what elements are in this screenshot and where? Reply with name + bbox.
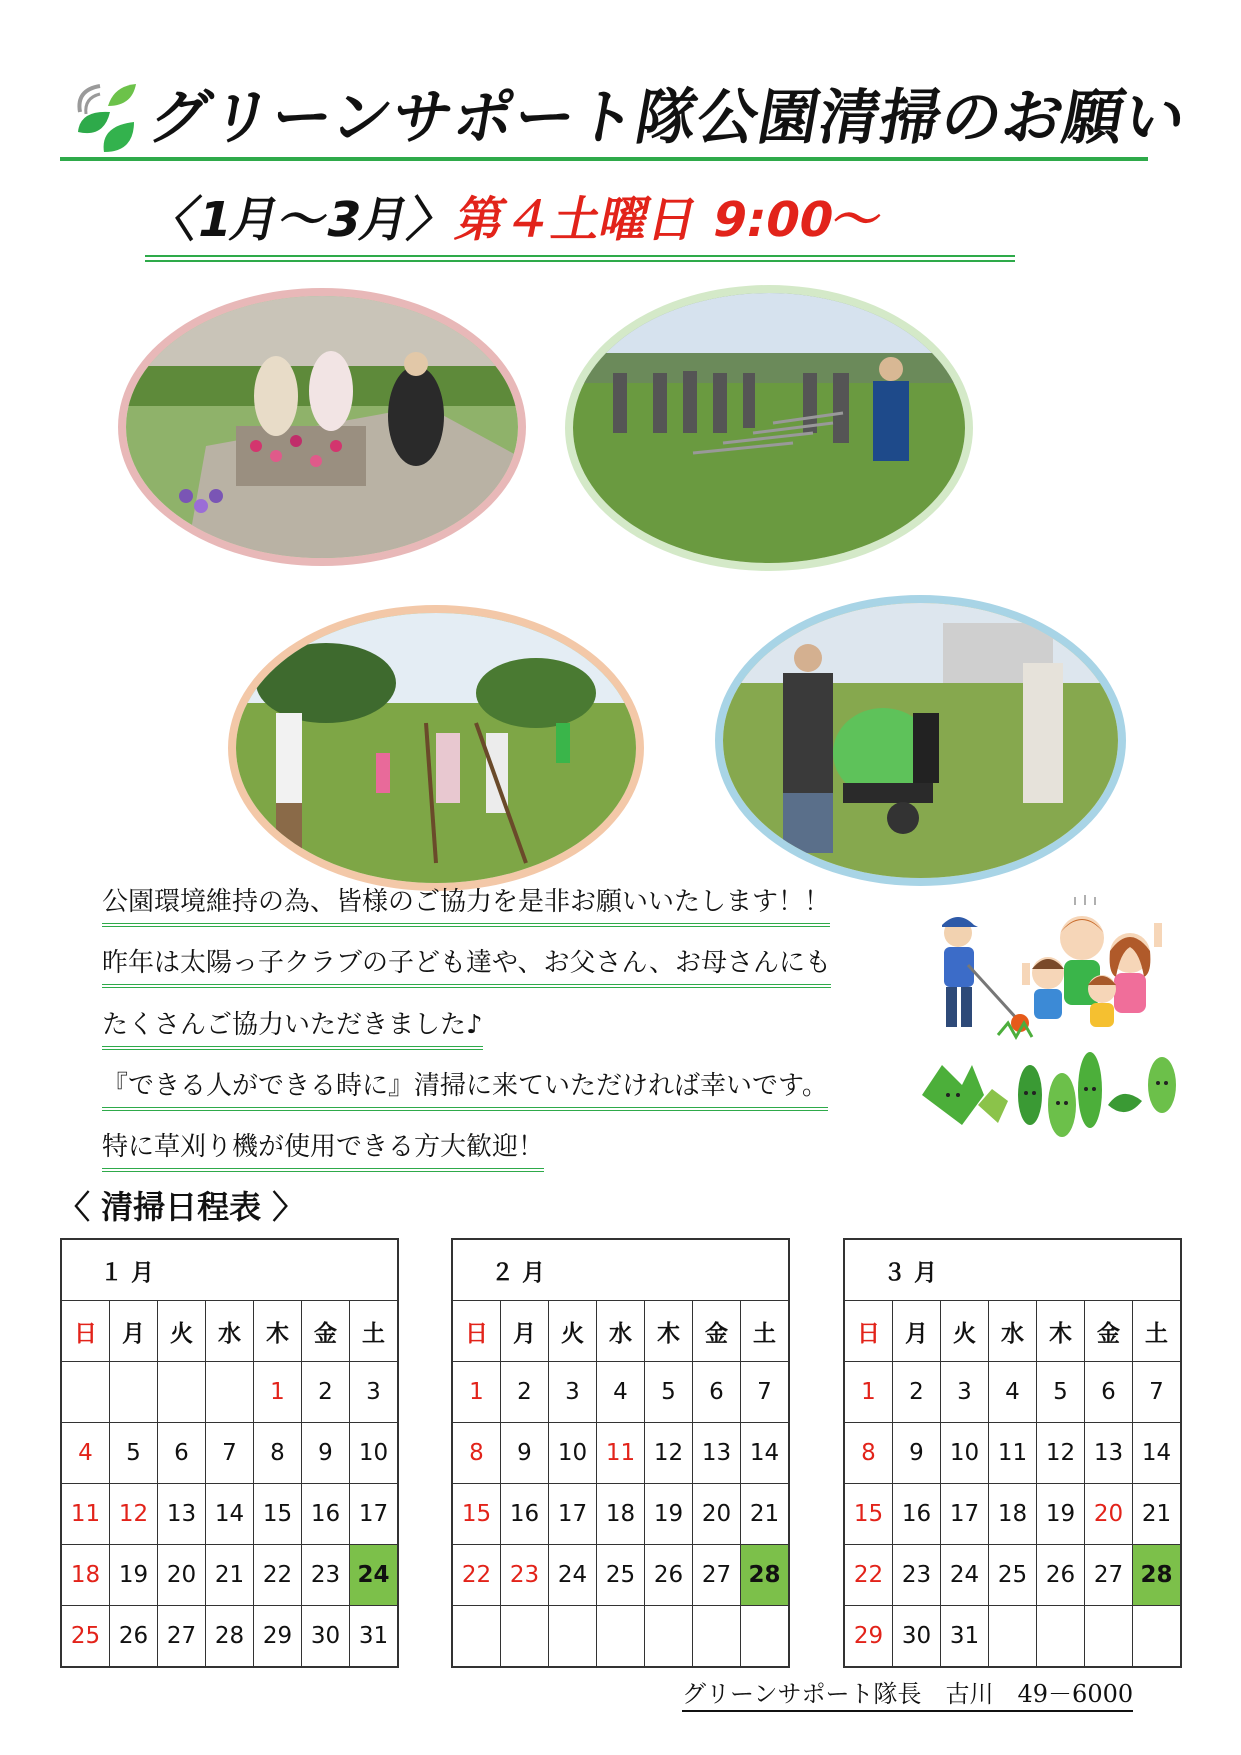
calendar-day-cell: 19: [110, 1545, 158, 1606]
weekday-header: 日: [845, 1301, 893, 1362]
calendar-day-cell: [597, 1606, 645, 1667]
calendar-day-cell: 23: [501, 1545, 549, 1606]
calendar-day-cell: 14: [206, 1484, 254, 1545]
calendar-day-cell: [741, 1606, 789, 1667]
smiling-leaves-illustration: [912, 1045, 1184, 1145]
weekday-header: 水: [989, 1301, 1037, 1362]
photo-grass-cutting-group: [565, 285, 973, 571]
calendar-day-cell: 27: [693, 1545, 741, 1606]
calendar-day-cell: 30: [302, 1606, 350, 1667]
schedule-subtitle: [143, 188, 888, 252]
calendar-day-cell: 21: [741, 1484, 789, 1545]
calendar-day-cell: 5: [110, 1423, 158, 1484]
calendar-day-cell: 30: [893, 1606, 941, 1667]
calendar-day-cell: 11: [62, 1484, 110, 1545]
calendar-day-cell: [206, 1362, 254, 1423]
calendar-day-cell: [693, 1606, 741, 1667]
weekday-header: 火: [158, 1301, 206, 1362]
calendar-day-cell: 21: [206, 1545, 254, 1606]
cleaning-day-cell: 24: [350, 1545, 398, 1606]
calendar-january: [60, 1238, 399, 1668]
calendar-week-row: [845, 1423, 1181, 1484]
calendar-week-row: [845, 1362, 1181, 1423]
photo-raking-children: [228, 605, 644, 891]
calendar-day-cell: 11: [597, 1423, 645, 1484]
weekday-header: 金: [302, 1301, 350, 1362]
photo-wheelbarrow-bags: [715, 595, 1126, 886]
calendar-table: [452, 1239, 789, 1667]
message-line: 公園環境維持の為、皆様のご協力を是非お願いいたします！！: [102, 885, 830, 927]
calendar-day-cell: 28: [206, 1606, 254, 1667]
calendar-day-cell: 4: [989, 1362, 1037, 1423]
calendar-day-cell: [549, 1606, 597, 1667]
calendar-week-row: [453, 1362, 789, 1423]
calendar-day-cell: 1: [254, 1362, 302, 1423]
calendar-day-cell: [501, 1606, 549, 1667]
calendar-day-cell: 16: [302, 1484, 350, 1545]
calendar-day-cell: 26: [645, 1545, 693, 1606]
subtitle-period: 〈1月〜3月〉: [144, 192, 463, 248]
calendar-day-cell: 6: [693, 1362, 741, 1423]
calendar-day-cell: 20: [1085, 1484, 1133, 1545]
weekday-header: 土: [350, 1301, 398, 1362]
calendar-day-cell: 20: [158, 1545, 206, 1606]
calendar-day-cell: 3: [549, 1362, 597, 1423]
cleaning-day-cell: 28: [741, 1545, 789, 1606]
calendar-day-cell: 21: [1133, 1484, 1181, 1545]
message-line: たくさんご協力いただきました♪: [102, 1008, 483, 1050]
calendar-day-cell: 19: [1037, 1484, 1085, 1545]
calendar-day-cell: [645, 1606, 693, 1667]
calendar-day-cell: 25: [989, 1545, 1037, 1606]
calendar-week-row: [845, 1606, 1181, 1667]
calendar-day-cell: 11: [989, 1423, 1037, 1484]
calendar-day-cell: [1133, 1606, 1181, 1667]
weekday-header: 金: [1085, 1301, 1133, 1362]
weekday-header: 火: [941, 1301, 989, 1362]
calendar-day-cell: 8: [453, 1423, 501, 1484]
calendar-day-cell: 25: [62, 1606, 110, 1667]
calendar-day-cell: 12: [1037, 1423, 1085, 1484]
calendar-day-cell: 4: [597, 1362, 645, 1423]
calendar-day-cell: 24: [549, 1545, 597, 1606]
calendar-day-cell: 14: [1133, 1423, 1181, 1484]
calendar-day-cell: [1037, 1606, 1085, 1667]
subtitle-underline: [145, 260, 1015, 262]
subtitle-underline: [145, 255, 1015, 257]
calendar-week-row: [845, 1484, 1181, 1545]
calendar-day-cell: 3: [350, 1362, 398, 1423]
weekday-header: 日: [453, 1301, 501, 1362]
calendar-day-cell: 9: [302, 1423, 350, 1484]
calendar-week-row: [62, 1362, 398, 1423]
calendar-day-cell: 2: [501, 1362, 549, 1423]
calendar-day-cell: 18: [989, 1484, 1037, 1545]
calendar-day-cell: 26: [1037, 1545, 1085, 1606]
calendar-day-cell: 2: [302, 1362, 350, 1423]
calendar-day-cell: [158, 1362, 206, 1423]
leaf-logo-icon: [70, 82, 142, 160]
weekday-header: 木: [254, 1301, 302, 1362]
calendar-day-cell: 18: [62, 1545, 110, 1606]
calendar-day-cell: 12: [645, 1423, 693, 1484]
calendar-day-cell: 27: [158, 1606, 206, 1667]
calendar-day-cell: 20: [693, 1484, 741, 1545]
calendar-day-cell: 31: [350, 1606, 398, 1667]
weekday-header: 土: [1133, 1301, 1181, 1362]
calendar-day-cell: 8: [254, 1423, 302, 1484]
calendar-week-row: [453, 1484, 789, 1545]
calendar-day-cell: 29: [845, 1606, 893, 1667]
calendar-day-cell: 8: [845, 1423, 893, 1484]
weekday-header: 日: [62, 1301, 110, 1362]
calendar-day-cell: 9: [893, 1423, 941, 1484]
calendar-day-cell: 22: [845, 1545, 893, 1606]
subtitle-day-time: 第４土曜日 9:00〜: [450, 192, 887, 248]
weekday-header: 月: [501, 1301, 549, 1362]
calendar-day-cell: 16: [501, 1484, 549, 1545]
calendar-day-cell: 7: [741, 1362, 789, 1423]
calendar-day-cell: 23: [893, 1545, 941, 1606]
calendar-day-cell: 10: [941, 1423, 989, 1484]
calendar-week-row: [62, 1423, 398, 1484]
calendar-day-cell: [453, 1606, 501, 1667]
calendar-month-label: ２ 月: [453, 1240, 789, 1301]
weekday-header: 月: [893, 1301, 941, 1362]
calendar-day-cell: 7: [206, 1423, 254, 1484]
calendar-day-cell: 17: [549, 1484, 597, 1545]
calendar-day-cell: 5: [645, 1362, 693, 1423]
calendar-day-cell: 3: [941, 1362, 989, 1423]
cleaning-day-cell: 28: [1133, 1545, 1181, 1606]
calendar-day-cell: 4: [62, 1423, 110, 1484]
calendar-table: [844, 1239, 1181, 1667]
calendar-day-cell: 2: [893, 1362, 941, 1423]
calendar-day-cell: 10: [549, 1423, 597, 1484]
calendar-day-cell: 6: [1085, 1362, 1133, 1423]
calendar-day-cell: [1085, 1606, 1133, 1667]
weekday-header: 火: [549, 1301, 597, 1362]
calendar-day-cell: 12: [110, 1484, 158, 1545]
calendar-week-row: [62, 1606, 398, 1667]
cheering-family-illustration: [1020, 893, 1165, 1028]
calendar-day-cell: 15: [845, 1484, 893, 1545]
calendar-day-cell: 13: [1085, 1423, 1133, 1484]
photo-flower-planting: [118, 288, 526, 566]
message-line: 『できる人ができる時に』清掃に来ていただければ幸いです。: [102, 1069, 828, 1111]
calendar-week-row: [62, 1484, 398, 1545]
weekday-header: 木: [1037, 1301, 1085, 1362]
calendar-week-row: [453, 1545, 789, 1606]
page-title: グリーンサポート隊公園清掃のお願い: [143, 83, 1192, 153]
calendar-day-cell: 15: [254, 1484, 302, 1545]
calendar-day-cell: 23: [302, 1545, 350, 1606]
calendar-day-cell: 17: [350, 1484, 398, 1545]
calendar-day-cell: 14: [741, 1423, 789, 1484]
weekday-header: 水: [206, 1301, 254, 1362]
calendar-day-cell: 31: [941, 1606, 989, 1667]
calendar-day-cell: [110, 1362, 158, 1423]
weekday-header: 金: [693, 1301, 741, 1362]
calendar-day-cell: [989, 1606, 1037, 1667]
calendar-day-cell: 6: [158, 1423, 206, 1484]
calendar-day-cell: 16: [893, 1484, 941, 1545]
schedule-heading: 〈 清掃日程表 〉: [58, 1188, 305, 1226]
calendar-day-cell: 22: [254, 1545, 302, 1606]
calendar-day-cell: 29: [254, 1606, 302, 1667]
weekday-header: 水: [597, 1301, 645, 1362]
calendar-day-cell: [62, 1362, 110, 1423]
contact-footer: グリーンサポート隊長 古川 49－6000: [682, 1678, 1133, 1712]
calendar-day-cell: 9: [501, 1423, 549, 1484]
calendar-day-cell: 26: [110, 1606, 158, 1667]
calendar-week-row: [845, 1545, 1181, 1606]
calendar-day-cell: 7: [1133, 1362, 1181, 1423]
calendar-day-cell: 18: [597, 1484, 645, 1545]
calendar-day-cell: 15: [453, 1484, 501, 1545]
calendar-day-cell: 27: [1085, 1545, 1133, 1606]
calendar-week-row: [62, 1545, 398, 1606]
calendar-month-label: ３ 月: [845, 1240, 1181, 1301]
weekday-header: 木: [645, 1301, 693, 1362]
calendar-month-label: １ 月: [62, 1240, 398, 1301]
calendar-february: [451, 1238, 790, 1668]
calendar-day-cell: 13: [158, 1484, 206, 1545]
calendar-day-cell: 25: [597, 1545, 645, 1606]
title-underline: [60, 157, 1148, 161]
calendar-day-cell: 10: [350, 1423, 398, 1484]
calendar-day-cell: 22: [453, 1545, 501, 1606]
weekday-header: 土: [741, 1301, 789, 1362]
calendar-day-cell: 5: [1037, 1362, 1085, 1423]
message-line: 昨年は太陽っ子クラブの子ども達や、お父さん、お母さんにも: [102, 946, 831, 988]
weekday-header: 月: [110, 1301, 158, 1362]
calendar-day-cell: 1: [453, 1362, 501, 1423]
calendar-day-cell: 1: [845, 1362, 893, 1423]
calendar-week-row: [453, 1423, 789, 1484]
message-line: 特に草刈り機が使用できる方大歓迎！: [102, 1130, 544, 1172]
calendar-table: [61, 1239, 398, 1667]
calendar-day-cell: 19: [645, 1484, 693, 1545]
calendar-week-row: [453, 1606, 789, 1667]
calendar-day-cell: 17: [941, 1484, 989, 1545]
calendar-day-cell: 13: [693, 1423, 741, 1484]
calendar-march: [843, 1238, 1182, 1668]
calendar-day-cell: 24: [941, 1545, 989, 1606]
